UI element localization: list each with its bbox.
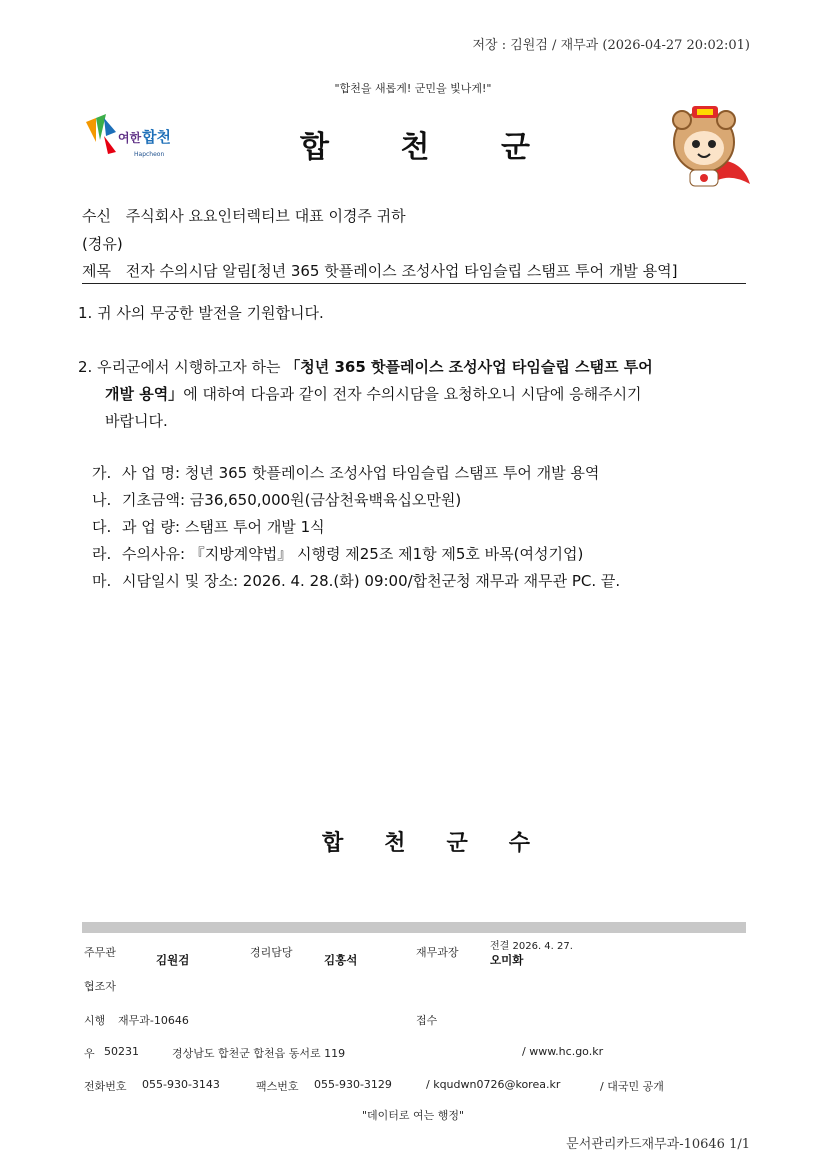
recipient-line — [82, 205, 406, 226]
org-title-char: 군 — [501, 130, 530, 165]
footer-slogan: "데이터로 여는 행정" — [361, 1109, 465, 1122]
header-divider — [82, 283, 746, 284]
project-title: 「청년 365 핫플레이스 조성사업 타임슬립 스탬프 투어 — [285, 358, 653, 376]
postal-code: 50231 — [104, 1045, 139, 1058]
cooperator-label: 협조자 — [84, 980, 116, 993]
phone: 055-930-3143 — [142, 1078, 220, 1091]
svg-text:합천: 합천 — [142, 128, 171, 146]
reviewer-label: 경리담당 — [250, 946, 293, 959]
address: 경상남도 합천군 합천읍 동서로 119 — [172, 1047, 346, 1060]
svg-text:여한: 여한 — [118, 131, 142, 145]
subject-label: 제목 — [82, 262, 111, 280]
fax-label: 팩스번호 — [256, 1080, 299, 1093]
enforce-label: 시행 — [84, 1014, 106, 1027]
list-item: 마. 시담일시 및 장소: 2026. 4. 28.(화) 09:00/합천군청 재무과 재무관 PC. 끝. — [92, 572, 621, 590]
paragraph-2-line-1: 2. 우리군에서 시행하고자 하는 「청년 365 핫플레이스 조성사업 타임슬립 스탬프 투어 — [78, 358, 653, 376]
paragraph-1: 1. 귀 사의 무궁한 발전을 기원합니다. — [78, 304, 324, 322]
svg-text:Hapcheon: Hapcheon — [134, 151, 165, 158]
footer-bar — [82, 922, 746, 933]
mascot-image — [662, 100, 752, 192]
project-title-cont: 개발 용역」 — [105, 385, 184, 403]
approver-name: 오미화 — [490, 953, 524, 967]
paragraph-2-line-3: 바랍니다. — [105, 412, 168, 430]
org-title — [300, 122, 530, 166]
via: (경유) — [82, 235, 123, 253]
drafter-label: 주무관 — [84, 946, 116, 959]
disclosure: / 대국민 공개 — [600, 1080, 664, 1093]
recipient-label: 수신 — [82, 207, 111, 225]
org-title-char: 천 — [400, 130, 430, 165]
list-item: 가. 사 업 명: 청년 365 핫플레이스 조성사업 타임슬립 스탬프 투어 개발 용역 — [92, 464, 600, 482]
phone-label: 전화번호 — [84, 1080, 127, 1093]
receipt-label: 접수 — [416, 1014, 438, 1027]
slogan: "합천을 새롭게! 군민을 빛나게!" — [334, 82, 492, 95]
list-item: 다. 과 업 량: 스탬프 투어 개발 1식 — [92, 518, 325, 536]
email: / kqudwn0726@korea.kr — [426, 1078, 561, 1091]
paragraph-2-line-2: 개발 용역」에 대하여 다음과 같이 전자 수의시담을 요청하오니 시담에 응해주시기 — [105, 385, 642, 403]
saved-info: 저장 : 김원검 / 재무과 (2026-04-27 20:02:01) — [472, 38, 750, 53]
org-title-char: 합 — [300, 130, 329, 165]
approver-label: 재무과장 — [416, 946, 459, 959]
subject-line — [82, 260, 677, 281]
approve-note: 전결 2026. 4. 27. — [490, 941, 573, 952]
postal-label: 우 — [84, 1047, 95, 1060]
subject: 전자 수의시담 알림[청년 365 핫플레이스 조성사업 타임슬립 스탬프 투어 개발 용역] — [125, 262, 678, 280]
reviewer-name: 김홍석 — [324, 953, 358, 967]
doc-card-id: 문서관리카드재무과-10646 1/1 — [566, 1137, 750, 1152]
recipient: 주식회사 요요인터렉티브 대표 이경주 귀하 — [125, 207, 406, 225]
list-item: 라. 수의사유: 『지방계약법』 시행령 제25조 제1항 제5호 바목(여성기업) — [92, 545, 584, 563]
list-item: 나. 기초금액: 금36,650,000원(금삼천육백육십오만원) — [92, 491, 462, 509]
drafter-name: 김원검 — [156, 953, 190, 967]
website: / www.hc.go.kr — [522, 1045, 604, 1058]
enforce-value: 재무과-10646 — [118, 1014, 189, 1027]
signature: 합 천 군 수 — [322, 831, 530, 856]
hapcheon-logo — [82, 112, 172, 166]
fax: 055-930-3129 — [314, 1078, 392, 1091]
paragraph-2 — [78, 354, 746, 435]
